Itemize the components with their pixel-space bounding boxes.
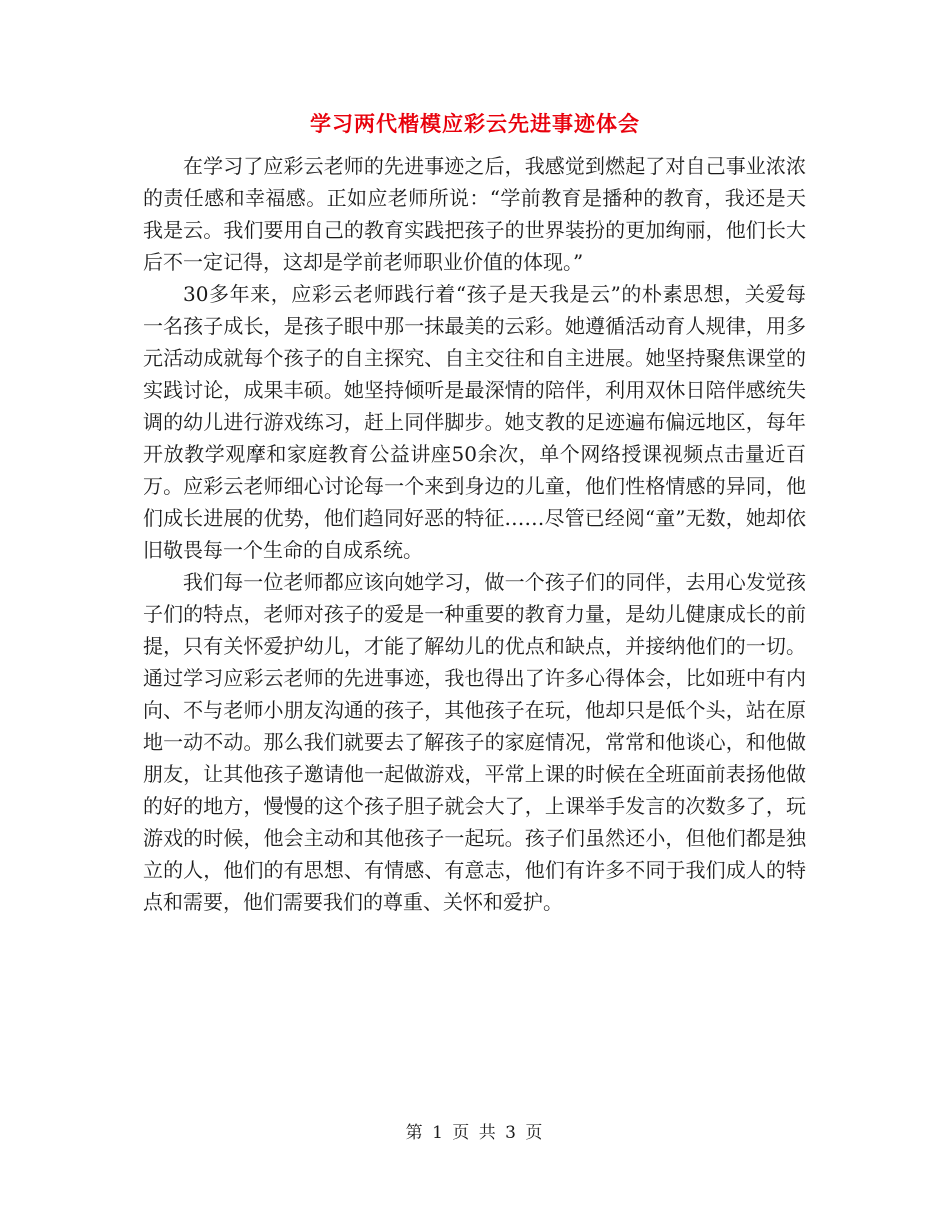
paragraph-3: 我们每一位老师都应该向她学习，做一个孩子们的同伴，去用心发觉孩子们的特点，老师对孩子的爱是一种重要的教育力量，是幼儿健康成长的前提，只有关怀爱护幼儿，才能了解幼儿的优点和缺点，并接纳他们的一切。通过学习应彩云老师的先进事迹，我也得出了许多心得体会，比如班中有内向、不与老师小朋友沟通的孩子，其他孩子在玩，他却只是低个头，站在原地一动不动。那么我们就要去了解孩子的家庭情况，常常和他谈心，和他做朋友，让其他孩子邀请他一起做游戏，平常上课的时候在全班面前表扬他做的好的地方，慢慢的这个孩子胆子就会大了，上课举手发言的次数多了，玩游戏的时候，他会主动和其他孩子一起玩。孩子们虽然还小，但他们都是独立的人，他们的有思想、有情感、有意志，他们有许多不同于我们成人的特点和需要，他们需要我们的尊重、关怀和爱护。 — [143, 570, 806, 914]
paragraph-2: 30多年来，应彩云老师践行着“孩子是天我是云”的朴素思想，关爱每一名孩子成长，是孩子眼中那一抹最美的云彩。她遵循活动育人规律，用多元活动成就每个孩子的自主探究、自主交往和自主进展。她坚持聚焦课堂的实践讨论，成果丰硕。她坚持倾听是最深情的陪伴，利用双休日陪伴感统失调的幼儿进行游戏练习，赶上同伴脚步。她支教的足迹遍布偏远地区，每年开放教学观摩和家庭教育公益讲座50余次，单个网络授课视频点击量近百万。应彩云老师细心讨论每一个来到身边的儿童，他们性格情感的异同，他们成长进展的优势，他们趋同好恶的特征……尽管已经阅“童”无数，她却依旧敬畏每一个生命的自成系统。 — [143, 282, 806, 562]
page-footer: 第 1 页 共 3 页 — [405, 1123, 545, 1143]
document-title: 学习两代楷模应彩云先进事迹体会 — [310, 111, 640, 136]
document-body — [143, 150, 806, 918]
paragraph-1: 在学习了应彩云老师的先进事迹之后，我感觉到燃起了对自己事业浓浓的责任感和幸福感。正如应老师所说：“学前教育是播种的教育，我还是天我是云。我们要用自己的教育实践把孩子的世界装扮的更加绚丽，他们长大后不一定记得，这却是学前老师职业价值的体现。” — [143, 154, 806, 274]
